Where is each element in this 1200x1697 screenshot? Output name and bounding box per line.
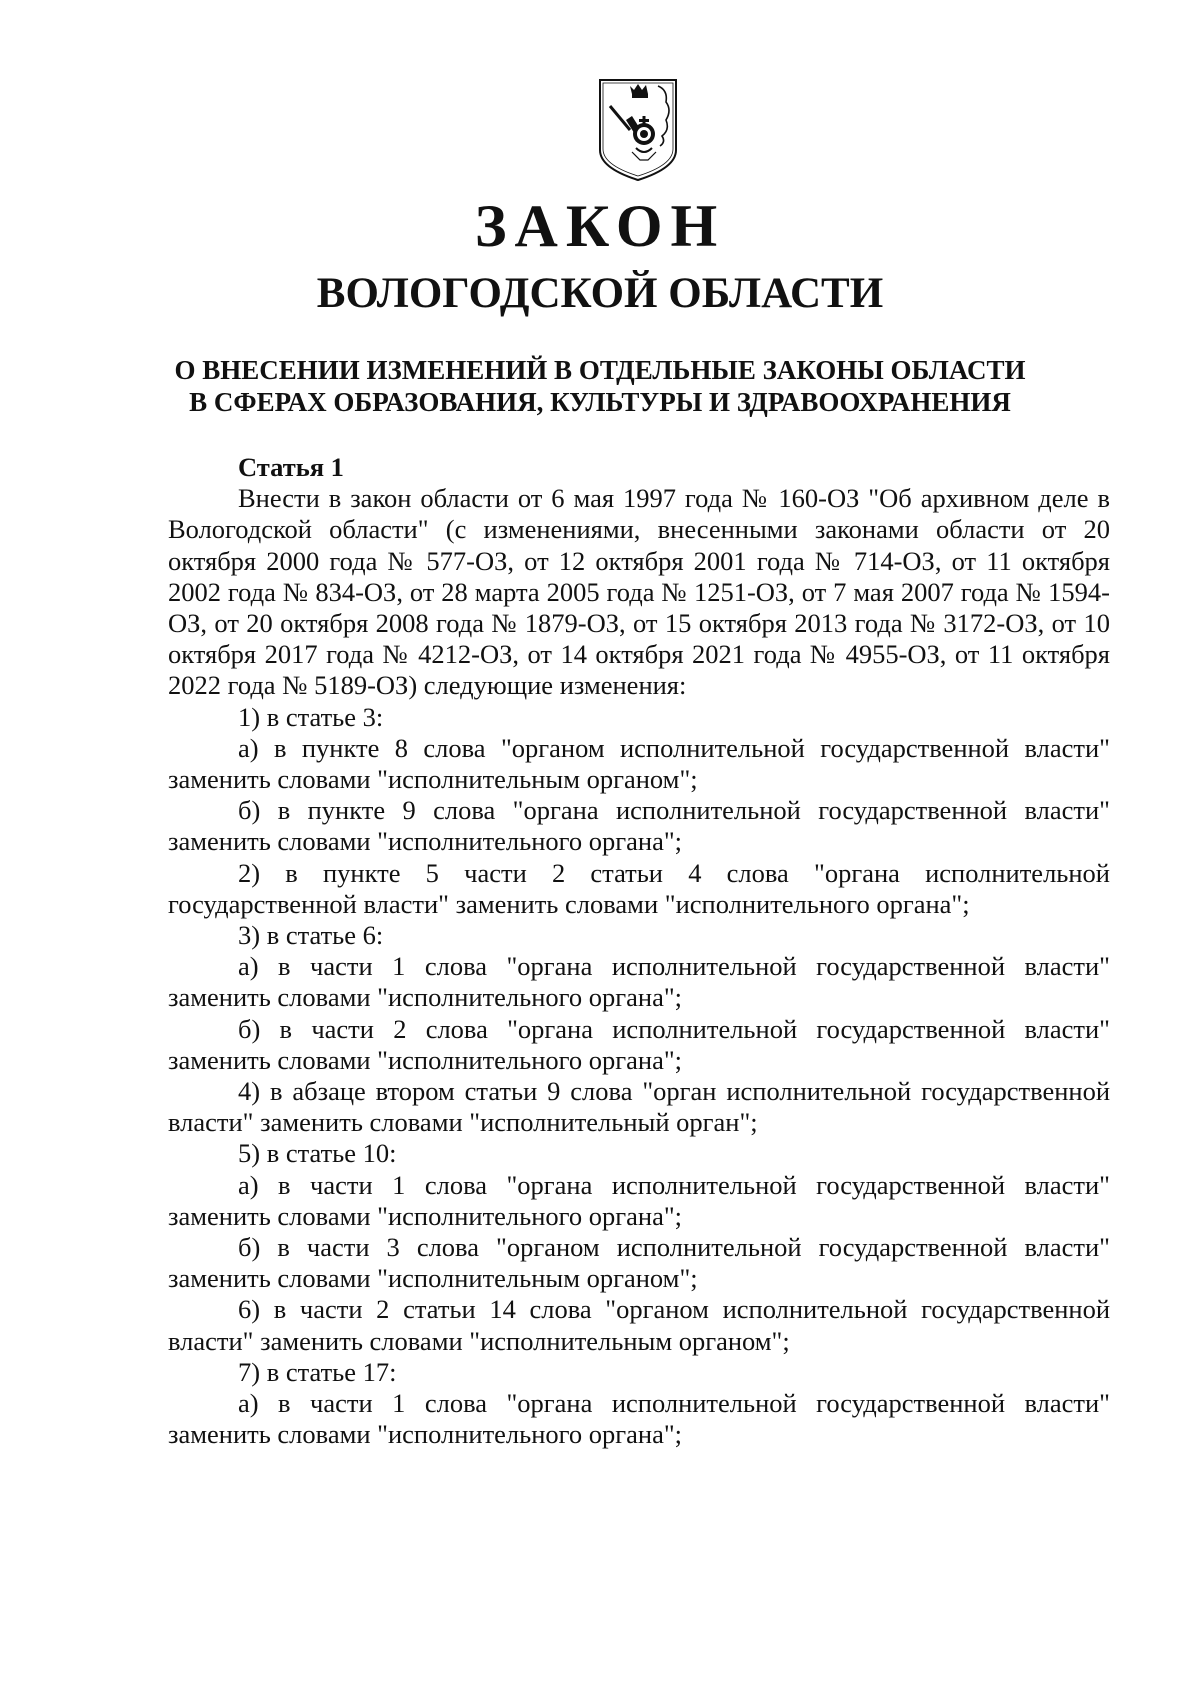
article-body: [168, 452, 1110, 1451]
document-subtitle: ВОЛОГОДСКОЙ ОБЛАСТИ: [316, 270, 884, 317]
article-paragraph: 1) в статье 3:: [238, 701, 384, 732]
article-paragraph: а) в пункте 8 слова "органом исполнительной государственной власти" заменить словами "исполнительным органом";: [168, 732, 1110, 795]
article-paragraph: а) в части 1 слова "органа исполнительной государственной власти" заменить словами "исполнительного органа";: [168, 951, 1110, 1013]
article-paragraph: 4) в абзаце втором статьи 9 слова "орган исполнительной государственной власти" заменить словами "исполнительный орган";: [168, 1076, 1110, 1138]
article-heading: Статья 1: [238, 452, 344, 482]
article-paragraph-intro: Внести в закон области от 6 мая 1997 года № 160-ОЗ "Об архивном деле в Вологодской области" (с изменениями, внесенными законами области от 20 октября 2000 года № 577-ОЗ, от 12 октября 2001 года № 714-ОЗ, от 11 октября 2002 года № 834-ОЗ, от 28 марта 2005 года № 1251-ОЗ, от 7 мая 2007 года № 1594-ОЗ, от 20 октября 2008 года № 1879-ОЗ, от 15 октября 2013 года № 3172-ОЗ, от 10 октября 2017 года № 4212-ОЗ, от 14 октября 2021 года № 4955-ОЗ, от 11 октября 2022 года № 5189-ОЗ) следующие изменения:: [168, 483, 1110, 701]
law-name-line-1: О ВНЕСЕНИИ ИЗМЕНЕНИЙ В ОТДЕЛЬНЫЕ ЗАКОНЫ ОБЛАСТИ: [174, 355, 1026, 385]
law-name-line-2: В СФЕРАХ ОБРАЗОВАНИЯ, КУЛЬТУРЫ И ЗДРАВООХРАНЕНИЯ: [189, 387, 1011, 417]
article-paragraph: 3) в статье 6:: [238, 920, 384, 951]
article-paragraph: б) в части 3 слова "органом исполнительной государственной власти" заменить словами "исполнительным органом";: [168, 1232, 1110, 1294]
law-name: [0, 354, 1200, 418]
article-paragraph: б) в пункте 9 слова "органа исполнительной государственной власти" заменить словами "исполнительного органа";: [168, 795, 1110, 857]
article-paragraph: а) в части 1 слова "органа исполнительной государственной власти" заменить словами "исполнительного органа";: [168, 1388, 1110, 1450]
article-paragraph: 7) в статье 17:: [238, 1356, 397, 1387]
article-paragraph: б) в части 2 слова "органа исполнительной государственной власти" заменить словами "исполнительного органа";: [168, 1013, 1110, 1075]
article-paragraph: 6) в части 2 статьи 14 слова "органом исполнительной государственной власти" заменить словами "исполнительным органом";: [168, 1294, 1110, 1356]
article-paragraph: 5) в статье 10:: [238, 1138, 397, 1169]
document-title: ЗАКОН: [474, 193, 726, 259]
article-paragraph: 2) в пункте 5 части 2 статьи 4 слова "органа исполнительной государственной власти" заменить словами "исполнительного органа";: [168, 857, 1110, 919]
article-paragraph: а) в части 1 слова "органа исполнительной государственной власти" заменить словами "исполнительного органа";: [168, 1169, 1110, 1231]
coat-of-arms-icon: [596, 76, 680, 184]
